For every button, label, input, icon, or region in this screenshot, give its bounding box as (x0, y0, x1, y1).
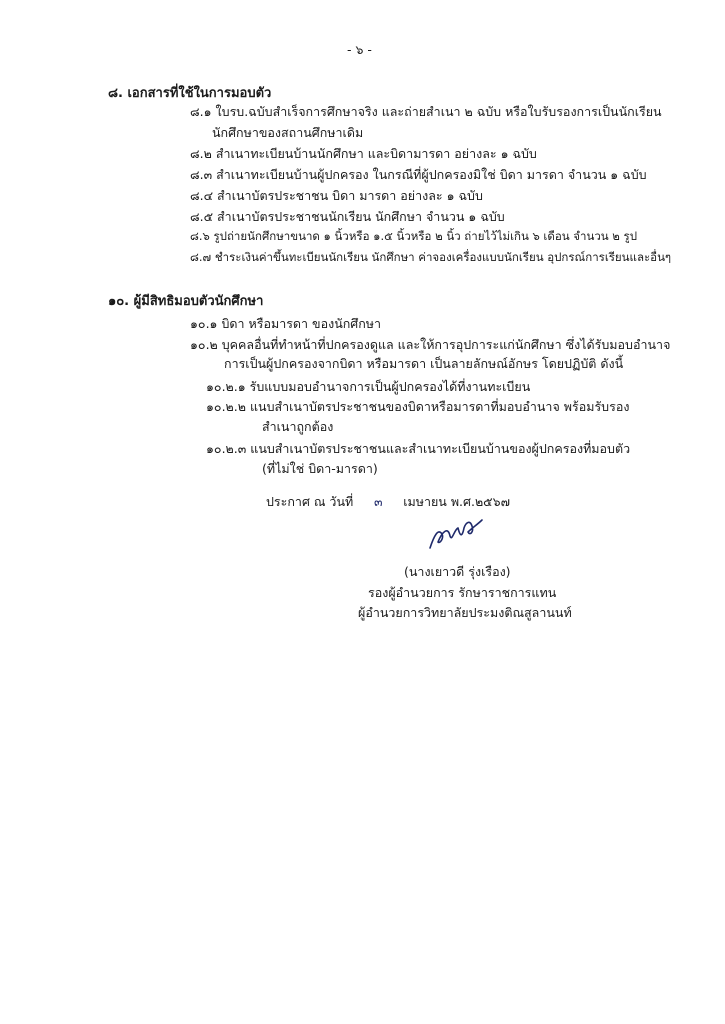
section-10-item-1: ๑๐.๑ บิดา หรือมารดา ของนักศึกษา (190, 316, 382, 331)
announcement-date (266, 494, 510, 509)
section-10-heading: ๑๐. ผู้มีสิทธิมอบตัวนักศึกษา (108, 294, 264, 309)
section-8-item-3: ๘.๓ สำเนาทะเบียนบ้านผู้ปกครอง ในกรณีที่ผู้ปกครองมิใช่ บิดา มารดา จำนวน ๑ ฉบับ (190, 167, 647, 182)
section-8-heading: ๘. เอกสารที่ใช้ในการมอบตัว (108, 86, 272, 101)
section-8-item-2: ๘.๒ สำเนาทะเบียนบ้านนักศึกษา และบิดามารดา อย่างละ ๑ ฉบับ (190, 146, 537, 161)
section-8-item-6: ๘.๖ รูปถ่ายนักศึกษาขนาด ๑ นิ้วหรือ ๑.๕ นิ้วหรือ ๒ นิ้ว ถ่ายไว้ไม่เกิน ๖ เดือน จำนวน ๒ รูป (190, 229, 638, 243)
section-10-sub-3: ๑๐.๒.๓ แนบสำเนาบัตรประชาชนและสำเนาทะเบียนบ้านของผู้ปกครองที่มอบตัว (206, 441, 631, 456)
section-10-item-2-cont: การเป็นผู้ปกครองจากบิดา หรือมารดา เป็นลายลักษณ์อักษร โดยปฏิบัติ ดังนี้ (224, 356, 624, 371)
signatory-name: (นางเยาวดี รุ่งเรือง) (404, 564, 511, 579)
page-number: - ๖ - (347, 42, 372, 57)
signatory-position-2: ผู้อำนวยการวิทยาลัยประมงติณสูลานนท์ (358, 605, 572, 620)
handwritten-signature (426, 514, 486, 554)
announcement-prefix: ประกาศ ณ วันที่ (266, 494, 354, 509)
section-8-item-5: ๘.๕ สำเนาบัตรประชาชนนักเรียน นักศึกษา จำนวน ๑ ฉบับ (190, 209, 505, 224)
section-10-item-2: ๑๐.๒ บุคคลอื่นที่ทำหน้าที่ปกครองดูแล และให้การอุปการะแก่นักศึกษา ซึ่งได้รับมอบอำนาจ (190, 337, 671, 352)
announcement-month-year: เมษายน พ.ศ.๒๕๖๗ (403, 494, 510, 509)
section-8-item-1: ๘.๑ ใบรบ.ฉบับสำเร็จการศึกษาจริง และถ่ายสำเนา ๒ ฉบับ หรือใบรับรองการเป็นนักเรียน (190, 104, 662, 119)
signatory-position-1: รองผู้อำนวยการ รักษาราชการแทน (368, 585, 557, 600)
section-10-sub-2-cont: สำเนาถูกต้อง (262, 419, 334, 434)
section-8-item-1-cont: นักศึกษาของสถานศึกษาเดิม (212, 125, 364, 140)
section-8-item-4: ๘.๔ สำเนาบัตรประชาชน บิดา มารดา อย่างละ ๑ ฉบับ (190, 188, 483, 203)
section-10-sub-3-cont: (ที่ไม่ใช่ บิดา-มารดา) (262, 461, 378, 476)
section-10-sub-1: ๑๐.๒.๑ รับแบบมอบอำนาจการเป็นผู้ปกครองได้ที่งานทะเบียน (206, 379, 531, 394)
section-10-sub-2: ๑๐.๒.๒ แนบสำเนาบัตรประชาชนของบิดาหรือมารดาที่มอบอำนาจ พร้อมรับรอง (206, 399, 630, 414)
section-8-item-7: ๘.๗ ชำระเงินค่าขึ้นทะเบียนนักเรียน นักศึกษา ค่าจองเครื่องแบบนักเรียน อุปกรณ์การเรียนและอื่นๆ (190, 250, 672, 264)
announcement-day: ๓ (373, 494, 383, 509)
